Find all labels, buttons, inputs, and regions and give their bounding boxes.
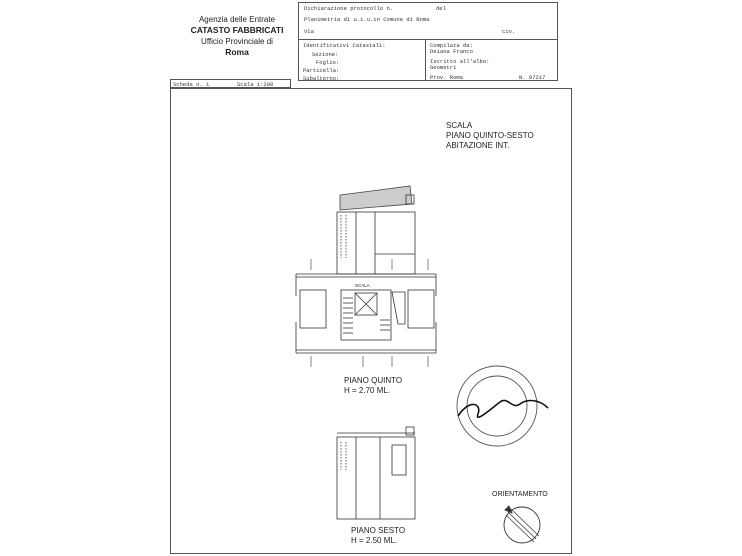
- orientation-label: ORIENTAMENTO: [492, 491, 548, 498]
- scale-label: Scala 1:200: [237, 81, 274, 88]
- floor5-stair-core: [341, 290, 405, 340]
- scheda-label: Scheda n. 1: [173, 81, 210, 88]
- protocol-label: Dichiarazione protocollo n.: [304, 5, 394, 12]
- office-city: Roma: [225, 47, 249, 57]
- floor5-upper-rooms: [337, 186, 415, 274]
- plan-heading-floors: PIANO QUINTO-SESTO: [446, 131, 534, 140]
- catasto-title: CATASTO FABBRICATI: [190, 25, 284, 35]
- subalterno-label: Subalterno:: [303, 75, 340, 82]
- professional-stamp: [457, 366, 548, 446]
- protocol-del: del: [436, 5, 446, 12]
- north-arrow-icon: [504, 506, 540, 543]
- floor6-height: H = 2.50 ML.: [351, 536, 398, 545]
- registered-label: Iscritto all'albo:: [430, 58, 490, 65]
- planimetry-label: Planimetria di u.i.u.in Comune di Roma: [304, 16, 430, 23]
- civ-label: civ.: [502, 28, 516, 35]
- floor5-name: PIANO QUINTO: [344, 376, 403, 385]
- plan-heading-scala: SCALA: [446, 121, 473, 130]
- registration-number: N. 07217: [519, 74, 546, 81]
- floor5-corridor: [296, 274, 436, 353]
- floor5-height: H = 2.70 ML.: [344, 386, 391, 395]
- sezione-label: Sezione:: [312, 51, 339, 58]
- office-label: Ufficio Provinciale di: [201, 37, 273, 46]
- profession-value: Geometri: [430, 64, 457, 71]
- compiled-by-label: Compilata da:: [430, 42, 473, 49]
- particella-label: Particella:: [303, 67, 340, 74]
- compiler-name: Deiana Franco: [430, 48, 473, 55]
- floor6-plan: [337, 427, 415, 519]
- via-label: Via: [304, 28, 314, 35]
- cadastral-title: Identificativi Catastali:: [303, 42, 386, 49]
- agency-name: Agenzia delle Entrate: [198, 15, 276, 24]
- plan-heading-unit: ABITAZIONE INT.: [446, 141, 510, 150]
- floor6-name: PIANO SESTO: [351, 526, 406, 535]
- dimension-ticks: [311, 259, 428, 367]
- stair-label: SCALA: [355, 283, 370, 288]
- province-value: Prov. Roma: [430, 74, 464, 81]
- foglio-label: Foglio:: [316, 59, 340, 66]
